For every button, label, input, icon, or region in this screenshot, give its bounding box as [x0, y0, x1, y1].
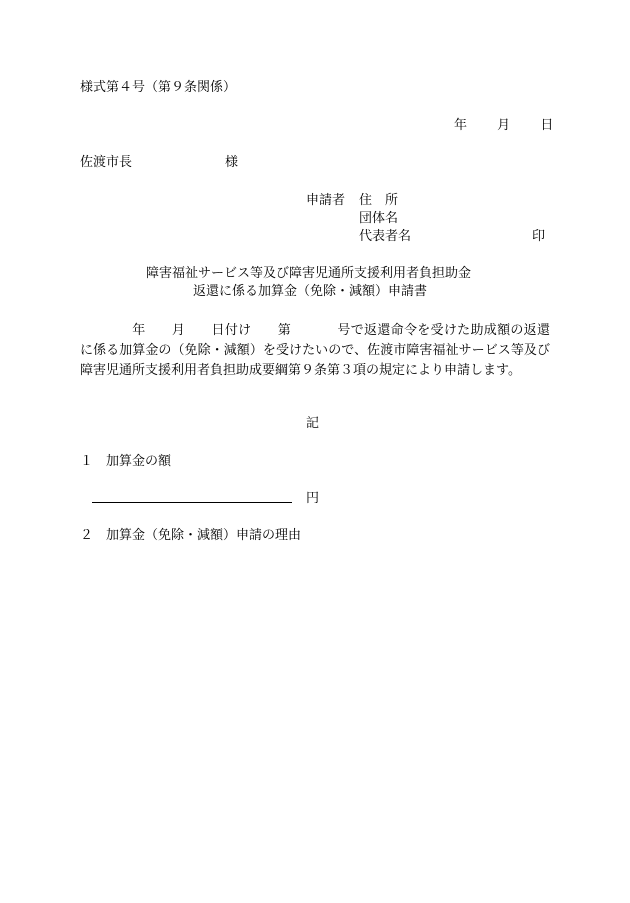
- applicant-address-label: 住 所: [359, 193, 399, 208]
- date-year: 年: [454, 118, 468, 133]
- amount-unit: 円: [306, 491, 320, 506]
- body-year: 年: [132, 323, 146, 338]
- body-month: 月: [171, 323, 186, 338]
- body-number-prefix: 第: [277, 323, 292, 338]
- applicant-label: 申請者: [306, 193, 346, 208]
- form-number: 様式第４号（第９条関係）: [80, 80, 237, 95]
- applicant-representative-label: 代表者名: [359, 229, 412, 244]
- addressee-name: 佐渡市長: [80, 155, 133, 170]
- addressee-honorific: 様: [225, 155, 239, 170]
- body-dated: 日付け: [211, 323, 252, 338]
- date-line: [454, 118, 553, 134]
- amount-underline: [92, 502, 292, 503]
- section2-label: ２ 加算金（免除・減額）申請の理由: [80, 528, 302, 543]
- date-day: 日: [540, 118, 554, 133]
- body-text: 号で返還命令を受けた助成額の返還に係る加算金の（免除・減額）を受けたいので、佐渡市障害福祉サービス等及び障害児通所支援利用者負担助成要綱第９条第３項の規定により申請します。: [80, 323, 550, 378]
- document-title-line2: 返還に係る加算金（免除・減額）申請書: [193, 284, 428, 299]
- seal-mark: 印: [532, 229, 546, 244]
- ki-heading: 記: [306, 416, 320, 431]
- date-month: 月: [497, 118, 511, 133]
- application-body: [80, 321, 550, 381]
- document-title-line1: 障害福祉サービス等及び障害児通所支援利用者負担助金: [146, 266, 472, 281]
- section1-label: １ 加算金の額: [80, 454, 172, 469]
- applicant-group-label: 団体名: [359, 211, 399, 226]
